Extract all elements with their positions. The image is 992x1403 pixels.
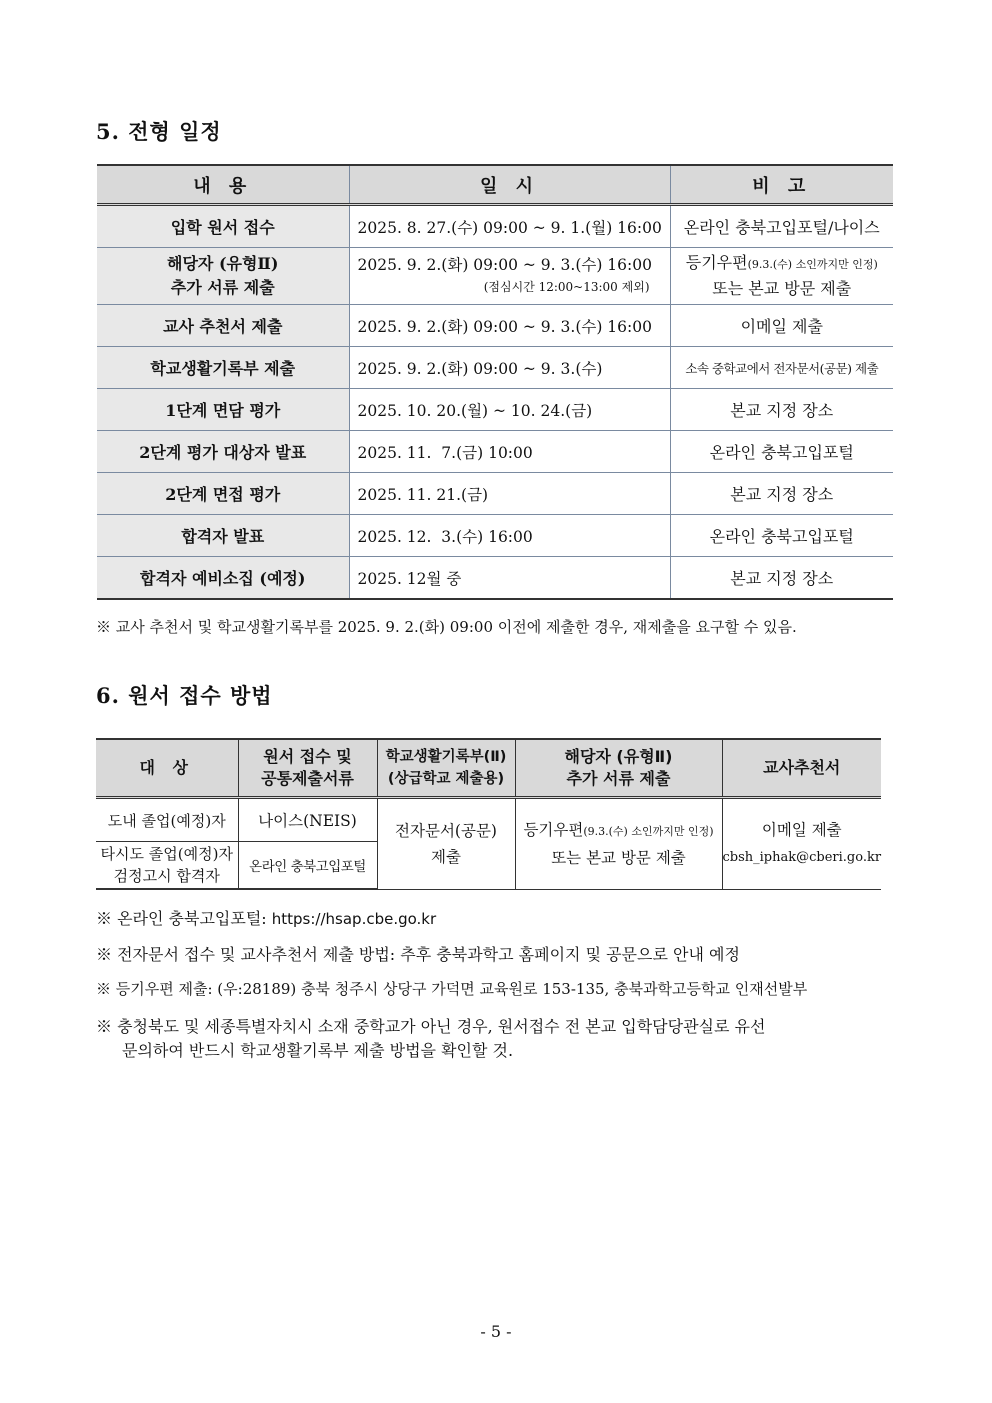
schedule-header-date: 일 시 xyxy=(349,165,670,205)
schedule-footnote: ※ 교사 추천서 및 학교생활기록부를 2025. 9. 2.(화) 09:00 이전에 제출한 경우, 재제출을 요구할 수 있음. xyxy=(96,618,797,636)
table-row: 1단계 면담 평가 2025. 10. 20.(월) ~ 10. 24.(금) 본교 지정 장소 xyxy=(97,389,893,431)
section6-title: 6. 원서 접수 방법 xyxy=(96,683,273,708)
table-row: 2단계 평가 대상자 발표 2025. 11. 7.(금) 10:00 온라인 충북고입포털 xyxy=(97,431,893,473)
schedule-header-note: 비 고 xyxy=(670,165,893,205)
page-number: - 5 - xyxy=(480,1322,512,1341)
note-portal: ※ 온라인 충북고입포털: https://hsap.cbe.go.kr xyxy=(96,909,437,928)
apply-header-target: 대 상 xyxy=(96,739,238,798)
note-electronic: ※ 전자문서 접수 및 교사추천서 제출 방법: 추후 충북과학고 홈페이지 및 공문으로 안내 예정 xyxy=(96,945,740,964)
table-row: 합격자 예비소집 (예정) 2025. 12월 중 본교 지정 장소 xyxy=(97,557,893,600)
table-row: 2단계 면접 평가 2025. 11. 21.(금) 본교 지정 장소 xyxy=(97,473,893,515)
table-row: 교사 추천서 제출 2025. 9. 2.(화) 09:00 ~ 9. 3.(수) 16:00 이메일 제출 xyxy=(97,305,893,347)
portal-link[interactable]: https://hsap.cbe.go.kr xyxy=(271,910,437,928)
table-row: 학교생활기록부 제출 2025. 9. 2.(화) 09:00 ~ 9. 3.(수) 소속 중학교에서 전자문서(공문) 제출 xyxy=(97,347,893,389)
table-row: 타시도 졸업(예정)자 검정고시 합격자 온라인 충북고입포털 xyxy=(96,842,881,890)
apply-header-recommend: 교사추천서 xyxy=(722,739,881,798)
note-other-region: ※ 충청북도 및 세종특별자치시 소재 중학교가 아닌 경우, 원서접수 전 본교 입학담당관실로 유선 문의하여 반드시 학교생활기록부 제출 방법을 확인할 것. xyxy=(96,1017,766,1060)
note-registered-mail: ※ 등기우편 제출: (우:28189) 충북 청주시 상당구 가덕면 교육원로 153-135, 충북과학고등학교 인재선발부 xyxy=(96,980,808,998)
apply-header-extra: 해당자 (유형Ⅱ) 추가 서류 제출 xyxy=(515,739,722,798)
schedule-header-content: 내 용 xyxy=(97,165,349,205)
apply-header-record: 학교생활기록부(Ⅱ) (상급학교 제출용) xyxy=(377,739,515,798)
application-table xyxy=(96,738,881,890)
schedule-table xyxy=(97,164,893,600)
apply-header-common: 원서 접수 및 공통제출서류 xyxy=(238,739,377,798)
table-row: 도내 졸업(예정)자 나이스(NEIS) 전자문서(공문) 제출 등기우편(9.3.(수) 소인까지만 인정) 또는 본교 방문 제출 이메일 제출 cbsh_iphak@cberi.go.kr xyxy=(96,798,881,842)
section5-title: 5. 전형 일정 xyxy=(96,119,222,144)
table-row: 합격자 발표 2025. 12. 3.(수) 16:00 온라인 충북고입포털 xyxy=(97,515,893,557)
table-row: 입학 원서 접수 2025. 8. 27.(수) 09:00 ~ 9. 1.(월) 16:00 온라인 충북고입포털/나이스 xyxy=(97,205,893,248)
table-row: 해당자 (유형Ⅱ) 추가 서류 제출 2025. 9. 2.(화) 09:00 ~ 9. 3.(수) 16:00 (점심시간 12:00~13:00 제외) 등기우편(9.3.(수) 소인까지만 인정) 또는 본교 방문 제출 xyxy=(97,248,893,305)
